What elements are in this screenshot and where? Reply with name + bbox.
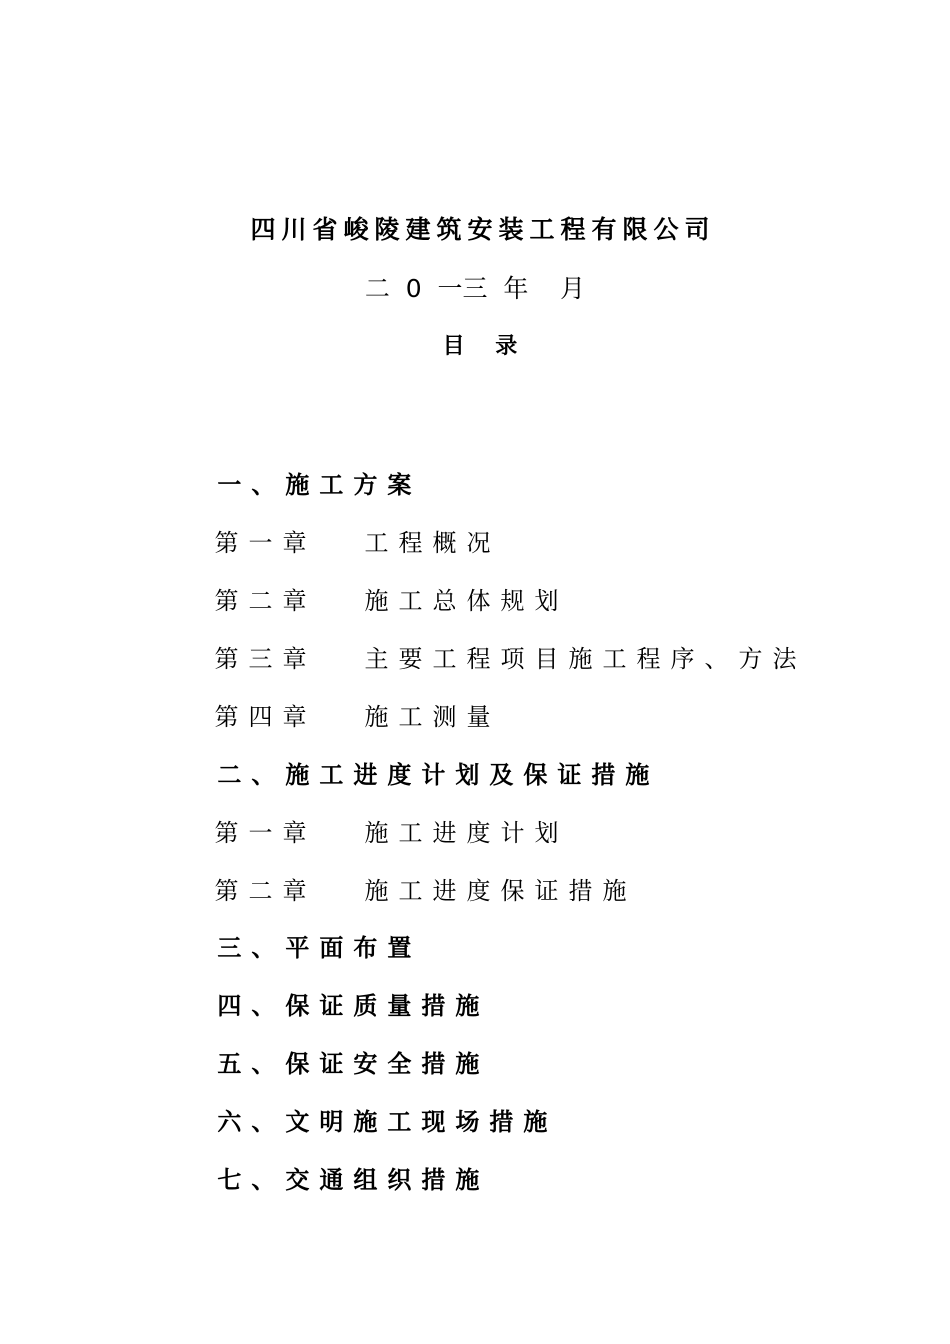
toc-chapter-title: 主要工程项目施工程序、方法 bbox=[364, 645, 807, 673]
toc-chapter-title: 施工测量 bbox=[364, 703, 501, 731]
toc-title: 目 录 bbox=[442, 334, 518, 359]
toc-section-label: 二、施工进度计划及保证措施 bbox=[217, 761, 660, 789]
toc-chapter-title: 施工进度计划 bbox=[364, 819, 569, 847]
toc-chapter-number: 第一章 bbox=[214, 529, 317, 557]
toc-section-label: 五、保证安全措施 bbox=[217, 1050, 490, 1078]
toc-section bbox=[144, 1144, 489, 1216]
toc-chapter-number: 第四章 bbox=[214, 703, 317, 731]
toc-section-label: 七、交通组织措施 bbox=[217, 1166, 490, 1194]
toc-chapter-title: 工程概况 bbox=[364, 529, 501, 557]
toc-chapter-title: 施工进度保证措施 bbox=[364, 877, 637, 905]
toc-chapter-number: 第二章 bbox=[214, 877, 317, 905]
toc-chapter-number: 第二章 bbox=[214, 587, 317, 615]
toc-chapter-title: 施工总体规划 bbox=[364, 587, 569, 615]
document-date: 二 0 一三 年 月 bbox=[364, 274, 586, 303]
toc-chapter-number: 第三章 bbox=[214, 645, 317, 673]
company-name: 四川省峻陵建筑安装工程有限公司 bbox=[250, 215, 716, 244]
toc-section-label: 四、保证质量措施 bbox=[217, 992, 490, 1020]
toc-section-label: 六、文明施工现场措施 bbox=[217, 1108, 558, 1136]
toc-section-label: 三、平面布置 bbox=[217, 934, 422, 962]
toc-section-label: 一、施工方案 bbox=[217, 471, 422, 499]
toc-chapter-number: 第一章 bbox=[214, 819, 317, 847]
